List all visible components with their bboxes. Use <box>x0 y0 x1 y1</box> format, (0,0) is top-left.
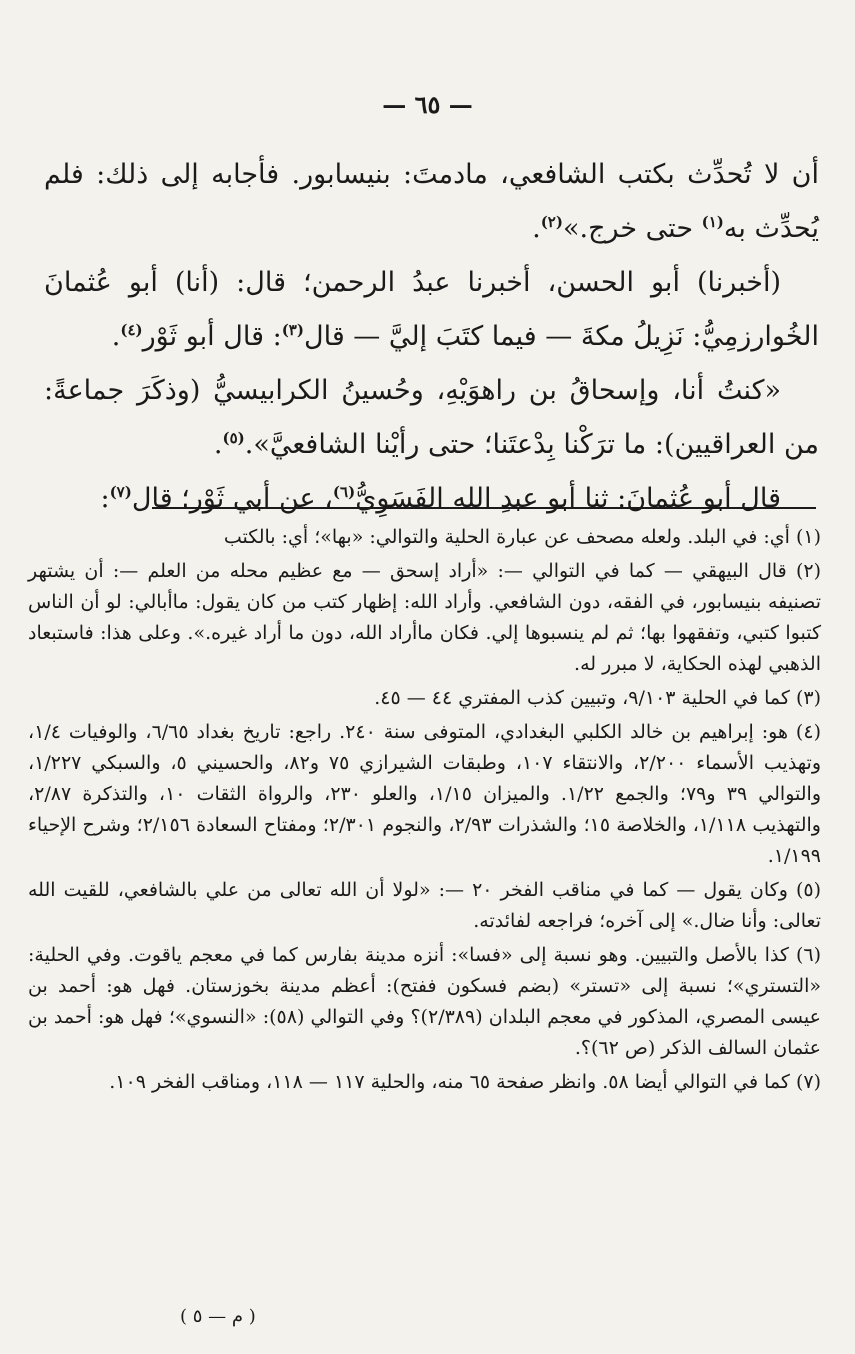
main-paragraph-4: قال أبو عُثمانَ: ثنا أبو عبدِ الله الفَسَوِيُّ$^{(٦)}$، عن أبي ثَوْر؛ قال$^{(٧)}$: <box>100 483 781 514</box>
footnote-ref-5: (٥) <box>222 429 245 447</box>
footnote-2: (٢) قال البيهقي — كما في التوالي —: «أراد إسحق — مع عظيم محله من العلم —: أن يشتهر تصنيفه بنيسابور، في الفقه، دون الشافعي. وأراد الله: إظهار كتب من كان يقول: ماأبالي: لو أن الناس كتبوا كتبي، وتفقهوا بها؛ ثم لم ينسبوها إلي. فكان ماأراد الله، دون ما أراد غيره.». وعلى هذا: فاستبعاد الذهبي لهذه الحكاية، لا مبرر له. <box>28 560 821 675</box>
footnote-6: (٦) كذا بالأصل والتبيين. وهو نسبة إلى «فسا»: أنزه مدينة بفارس كما في معجم ياقوت. وفي الحلية: «التستري»؛ نسبة إلى «تستر» (بضم فسكون ففتح): أعظم مدينة بخوزستان. فهل هو: أحمد بن عيسى المصري، المذكور في معجم البلدان (٢/٣٨٩)؟ وفي التوالي (٥٨): «النسوي»؛ فهل هو: أحمد بن عثمان السالف الذكر (ص ٦٢)؟. <box>28 944 821 1059</box>
signature-mark: ( م — ٥ ) <box>180 1306 256 1327</box>
footnote-ref-7: (٧) <box>109 483 132 501</box>
footnote-3: (٣) كما في الحلية ٩/١٠٣، وتبيين كذب المفتري ٤٤ — ٤٥. <box>374 687 821 709</box>
page-number: — ٦٥ — <box>382 90 473 119</box>
footnote-ref-6: (٦) <box>332 483 356 501</box>
footnote-5: (٥) وكان يقول — كما في مناقب الفخر ٢٠ —: «لولا أن الله تعالى من علي بالشافعي، للقيت الله تعالى: وأنا ضال.» إلى آخره؛ فراجعه لفائدته. <box>28 879 821 932</box>
footnote-ref-3: (٣) <box>281 321 304 339</box>
main-paragraph-2: (أخبرنا) أبو الحسن، أخبرنا عبدُ الرحمن؛ قال: (أنا) أبو عُثمانَ الخُوارزمِيُّ: نَزِيلُ مكةَ — فيما كتَبَ إليَّ — قال$^{(٣)}$: قال أبو ثَوْر$^{(٤)}$. <box>44 267 819 352</box>
footnote-7: (٧) كما في التوالي أيضا ٥٨. وانظر صفحة ٦٥ منه، والحلية ١١٧ — ١١٨، ومناقب الفخر ١٠٩. <box>109 1071 821 1093</box>
footnote-1: (١) أي: في البلد. ولعله مصحف عن عبارة الحلية والتوالي: «بها»؛ أي: بالكتب <box>223 526 821 548</box>
footnote-divider <box>152 507 816 509</box>
footnote-ref-2: (٢) <box>540 213 563 231</box>
main-paragraph-3: «كنتُ أنا، وإسحاقُ بن راهوَيْهِ، وحُسينُ الكرابيسيُّ (وذكَرَ جماعةً: من العراقيين): ما ترَكْنا بِدْعتَنا؛ حتى رأيْنا الشافعيَّ».$^{(٥)}$. <box>44 375 819 460</box>
footnote-ref-4: (٤) <box>120 321 143 339</box>
footnote-4: (٤) هو: إبراهيم بن خالد الكلبي البغدادي، المتوفى سنة ٢٤٠. راجع: تاريخ بغداد ٦/٦٥، والوفيات ١/٤، وتهذيب الأسماء ٢/٢٠٠، والانتقاء ١٠٧، وطبقات الشيرازي ٧٥ و٨٢، والحسيني ٥، والسبكي ١/٢٢٧، والتوالي ٣٩ و٧٩؛ والجمع ١/٢٢. والميزان ١/١٥، والعلو ٢٣٠، والرواة الثقات ١٠، والتذكرة ٢/٨٧، والتهذيب ١/١١٨، والخلاصة ١٥؛ والشذرات ٢/٩٣، والنجوم ٢/٣٠١؛ ومفتاح السعادة ٢/١٥٦؛ وشرح الإحياء ١/١٩٩. <box>28 721 822 867</box>
main-text <box>44 148 819 526</box>
footnotes <box>28 522 821 1101</box>
footnote-ref-1: (١) <box>701 213 724 231</box>
main-paragraph-1: أن لا تُحدِّث بكتب الشافعي، مادمتَ: بنيسابور. فأجابه إلى ذلك: فلم يُحدِّث به$^{(١)}$ حتى خرج.»$^{(٢)}$. <box>44 159 819 244</box>
